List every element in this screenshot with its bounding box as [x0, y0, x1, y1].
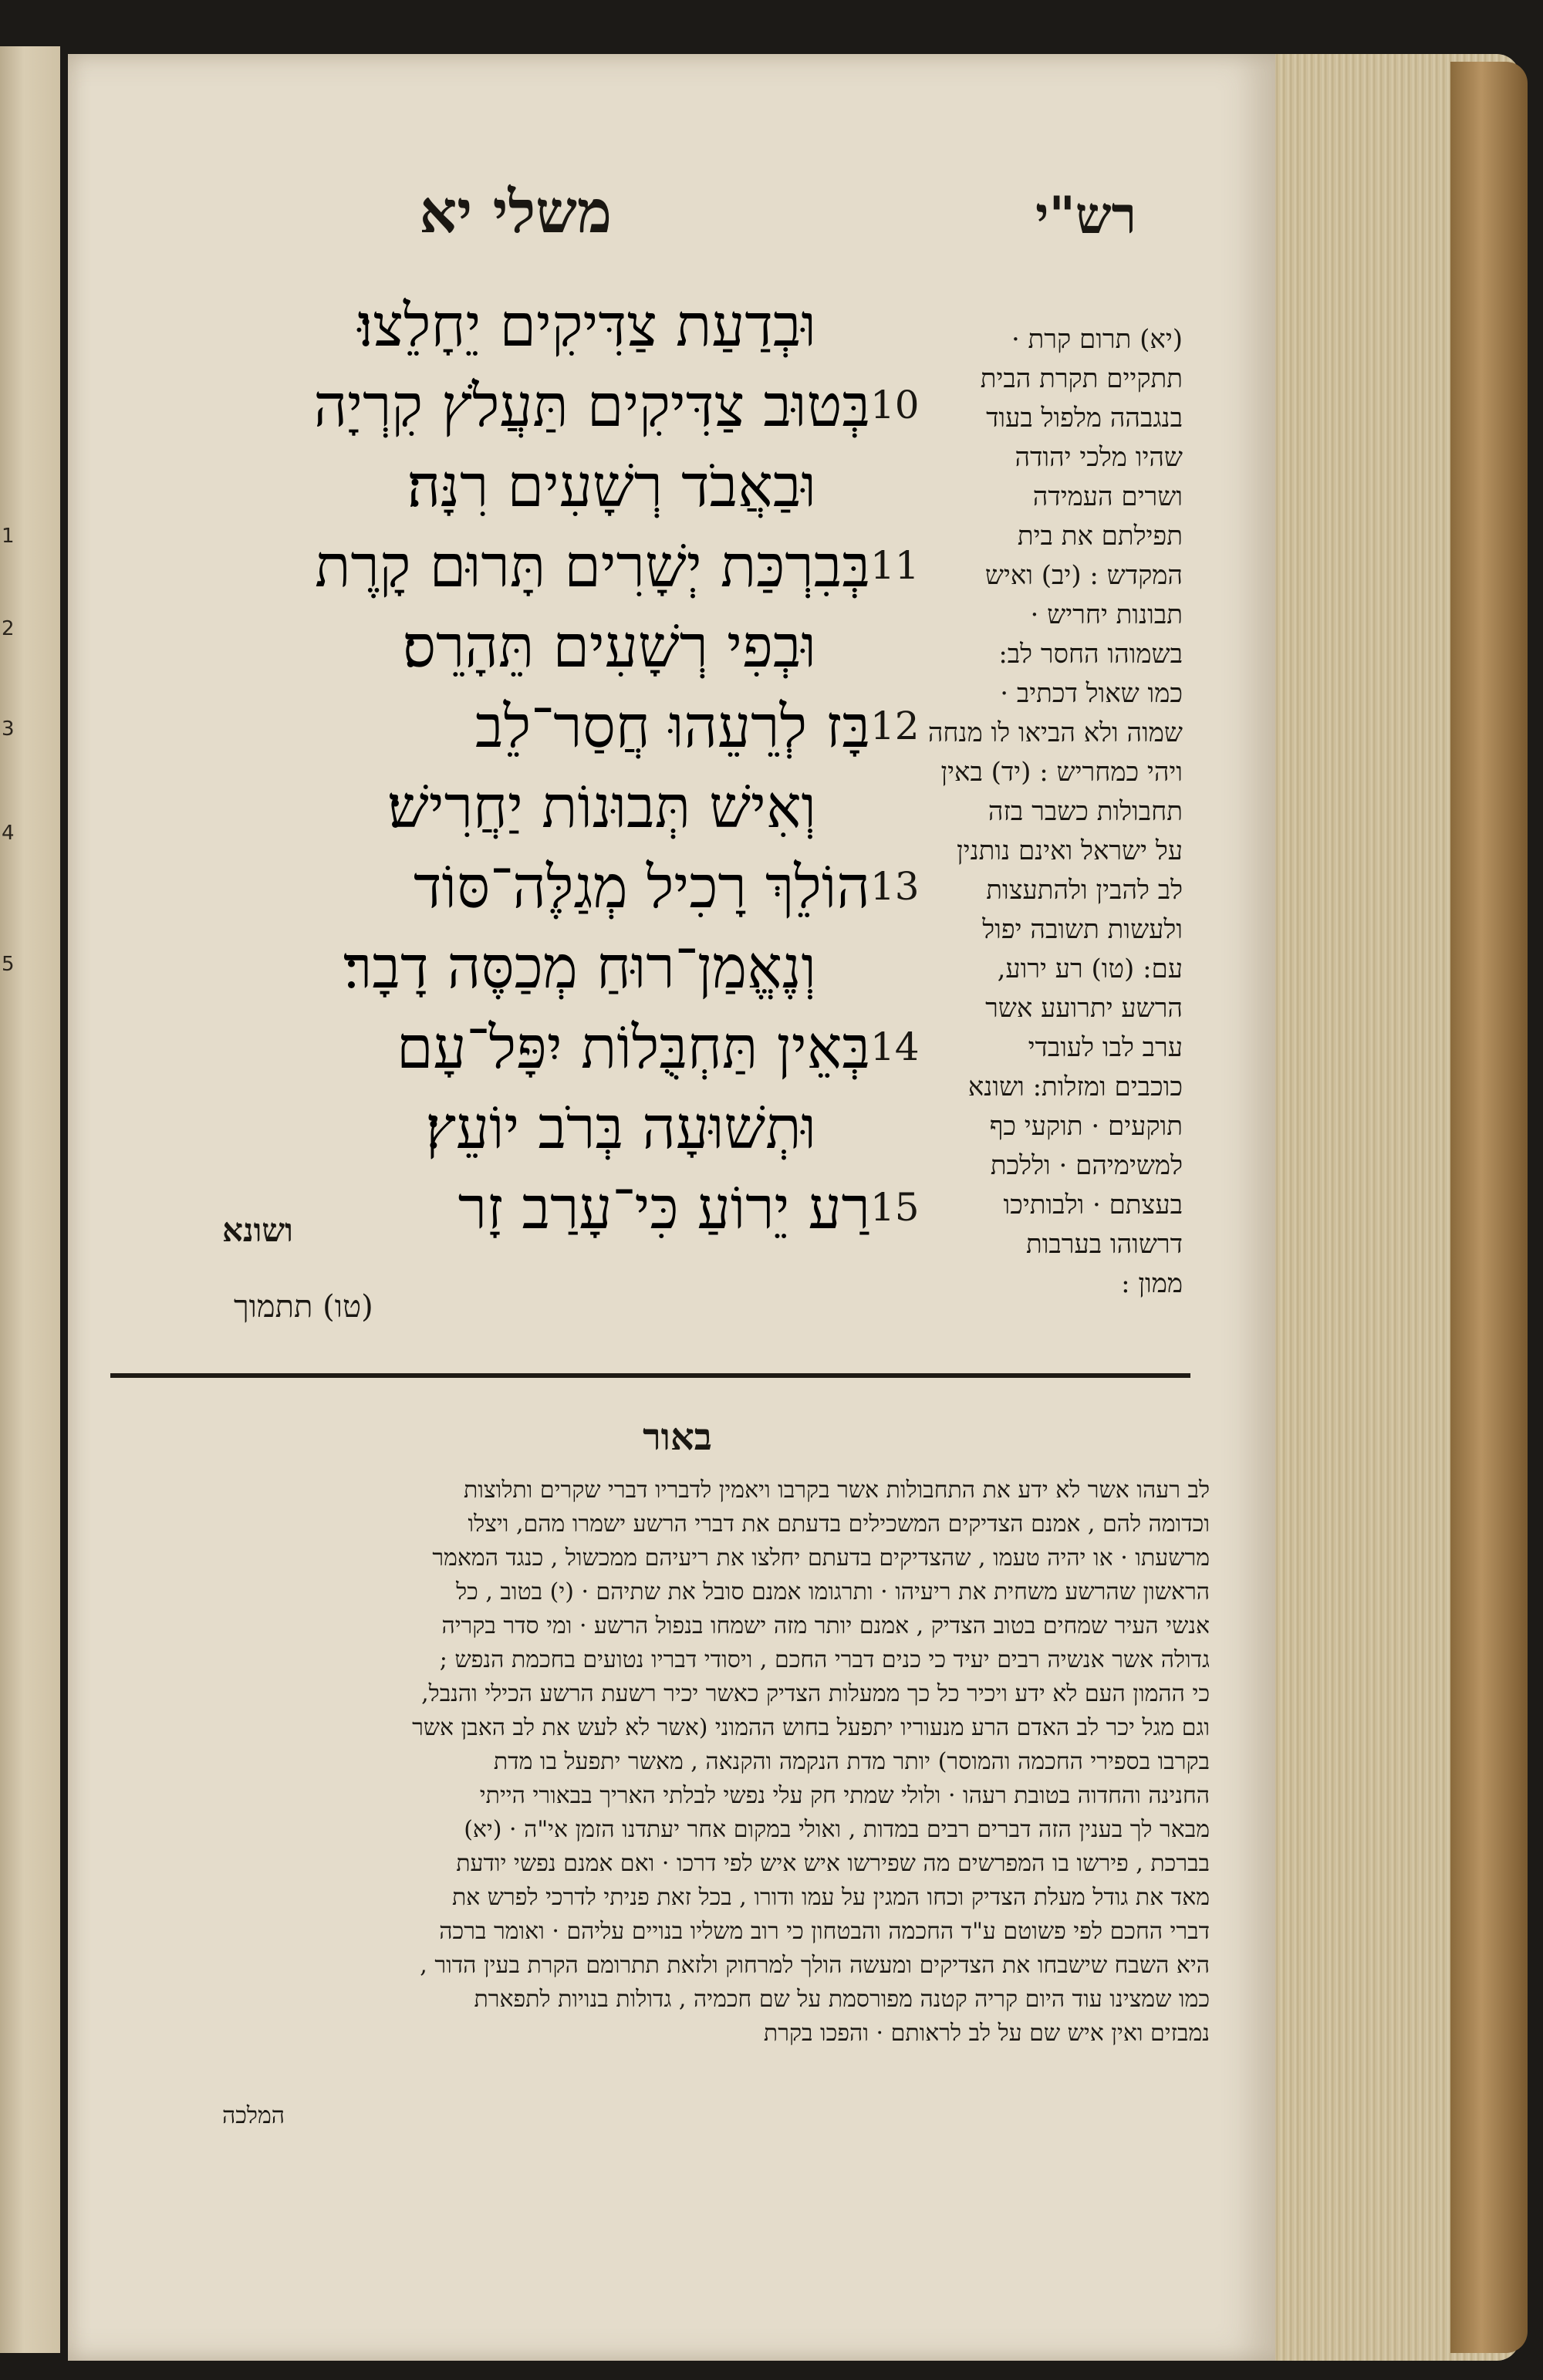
verse-line: וּתְשׁוּעָה בְּרֹב יוֹעֵץ׃ — [425, 1093, 816, 1162]
rashi-line: למשימיהם · וללכת — [990, 1150, 1183, 1181]
rashi-line: המקדש : (יב) ואיש — [984, 560, 1183, 591]
biur-line: בברכת , פירשו בו המפרשים מה שפירשו איש איש לפי דרכו · ואם אמנם נפשי יודעת — [456, 1850, 1210, 1877]
biur-line: בקרבו בספירי החכמה והמוסר) יותר מדת הנקמה והקנאה , מאשר יתפעל בו מדת — [493, 1748, 1210, 1775]
rashi-line: שהיו מלכי יהודה — [1015, 442, 1183, 473]
rashi-line: תוקעים · תוקעי כף — [989, 1111, 1183, 1142]
verse-number: 12 — [870, 704, 920, 748]
page-title: משלי יא — [419, 177, 612, 246]
rashi-line: כמו שאול דכתיב · — [1000, 678, 1183, 709]
book-page — [68, 54, 1275, 2361]
verse-line: בָּז לְרֵעֵהוּ חֲסַר־לֵב — [475, 692, 870, 761]
biur-line: וגם מגל יכר לב האדם הרע מנעוריו יתפעל בחוש ההמוני (אשר לא לעש את לב האבן אשר — [412, 1714, 1210, 1741]
rashi-line: דרשוהו בערבות — [1025, 1229, 1183, 1260]
biur-line: נמבזים ואין איש שם על לב לראותם · והפכו בקרת — [763, 2020, 1210, 2047]
biur-line: כי ההמון העם לא ידע ויכיר כל כך ממעלות הצדיק כאשר יכיר רשעת הרשע הכילי והנבל, — [421, 1680, 1210, 1707]
rashi-line: ממון : — [1121, 1268, 1183, 1299]
rashi-line: תפילתם את בית — [1017, 521, 1183, 552]
margin-number: 3 — [2, 717, 15, 741]
biur-line: מבאר לך בענין הזה דברים רבים במדות , ואולי במקום אחר יעתדנו הזמן אי"ה · (יא) — [464, 1816, 1210, 1843]
verse-number: 14 — [870, 1025, 920, 1069]
verse-line: וּבַאֲבֹד רְשָׁעִים רִנָּה׃ — [407, 451, 816, 520]
margin-number: 5 — [2, 953, 15, 976]
rashi-line: בשמוהו החסר לב: — [998, 639, 1183, 670]
verse-number: 10 — [870, 383, 920, 427]
rashi-catchword: (טו) תתמוך — [234, 1289, 373, 1325]
verse-number: 11 — [870, 543, 920, 588]
margin-number: 2 — [2, 617, 15, 640]
biur-catchword: המלכה — [222, 2102, 285, 2129]
biur-line: החנינה והחדוה בטובת רעהו · ולולי שמתי חק עלי נפשי לבלתי האריך בבאורי הייתי — [479, 1782, 1210, 1809]
biur-line: מאד את גודל מעלת הצדיק וכחו המגין על עמו ודורו , בכל זאת פניתי לדרכי לפרש את — [451, 1884, 1210, 1911]
rashi-line: ויהי כמחריש : (יד) באין — [940, 757, 1183, 788]
verse-line: בְּטוּב צַדִּיקִים תַּעֲלֹץ קִרְיָה — [313, 371, 870, 440]
rashi-line: בנגבהה מלפול בעוד — [986, 403, 1183, 434]
rashi-line: (יא) תרום קרת · — [1011, 324, 1183, 355]
verse-line: וּבְפִי רְשָׁעִים תֵּהָרֵס׃ — [402, 612, 816, 680]
verse-line: הוֹלֵךְ רָכִיל מְגַלֶּה־סּוֹד — [413, 852, 870, 921]
biur-line: כמו שמצינו עוד היום קריה קטנה מפורסמת על שם חכמיה , גדולות בנויות לתפארת — [474, 1986, 1210, 2013]
verse-number: 15 — [870, 1185, 920, 1230]
rashi-line: לב להבין ולהתעצות — [986, 875, 1183, 906]
rashi-line: כוכבים ומזלות: ושונא — [967, 1072, 1183, 1102]
biur-line: דברי החכם לפי פשוטם ע"ד החכמה והבטחון כי רוב משליו בנויים עליהם · ואומר ברכה — [439, 1918, 1210, 1945]
biur-line: הראשון שהרשע משחית את ריעיהו · ותרגומו אמנם סובל את שתיהם · (י) בטוב , כל — [456, 1578, 1210, 1605]
rashi-line: ערב לבו לעובדי — [1028, 1032, 1183, 1063]
biur-line: גדולה אשר אנשיה רבים יעיד כי כנים דברי החכם , ויסודי דבריו נטועים בחכמת הנפש ; — [439, 1646, 1210, 1673]
verse-line: בְּאֵין תַּחְבֻּלוֹת יִפָּל־עָם — [397, 1013, 870, 1082]
rashi-line: תבונות יחריש · — [1030, 599, 1183, 630]
verse-line: וְנֶאֱמַן־רוּחַ מְכַסֶּה דָבָר׃ — [343, 933, 816, 1001]
verse-column — [184, 285, 870, 1248]
margin-number: 1 — [2, 525, 15, 548]
rashi-line: שמוה ולא הביאו לו מנחה — [927, 717, 1183, 748]
rashi-line: בעצתם · ולבותיכו — [1003, 1190, 1183, 1220]
biur-heading: באור — [643, 1416, 712, 1459]
biur-line: אנשי העיר שמחים בטוב הצדיק , אמנם יותר מזה ישמחו בנפול הרשע · ומי סדר בקריה — [441, 1612, 1210, 1639]
verse-line: וְאִישׁ תְּבוּנוֹת יַחֲרִישׁ׃ — [387, 772, 816, 841]
biur-line: מרשעתו · או יהיה טעמו , שהצדיקים בדעתם יחלצו את ריעיהם ממכשול , כנגד המאמר — [432, 1544, 1210, 1571]
biur-line: לב רעהו אשר לא ידע את התחבולות אשר בקרבו ויאמין לדבריו דברי שקרים ותלוצות — [463, 1477, 1210, 1504]
biur-line: וכדומה להם , אמנם הצדיקים המשכילים בדעתם את דברי הרשע ישמרו מהם, ויצלו — [468, 1511, 1210, 1538]
verse-number: 13 — [870, 864, 920, 909]
biur-line: היא השבח שישבחו את הצדיקים ומעשה הולך למרחוק ולזאת תתרומם הקרת בעין הדור , — [420, 1952, 1210, 1979]
rashi-line: תתקיים תקרת הבית — [980, 363, 1183, 394]
rashi-line: ולעשות תשובה יפול — [982, 914, 1183, 945]
rashi-line: הרשע יתרועע אשר — [985, 993, 1183, 1024]
catchword: ושונא — [222, 1211, 293, 1249]
margin-number: 4 — [2, 822, 15, 845]
rashi-commentary — [924, 320, 1183, 1304]
divider-rule — [110, 1373, 1190, 1378]
previous-page-edge — [0, 46, 60, 2353]
rashi-line: ושרים העמידה — [1032, 481, 1183, 512]
rashi-line: עם: (טו) רע ירוע, — [997, 954, 1183, 984]
rashi-line: תחבולות כשבר בזה — [988, 796, 1183, 827]
verse-line: רַע יֵרוֹעַ כִּי־עָרַב זָר — [457, 1173, 870, 1242]
verse-line: בְּבִרְכַּת יְשָׁרִים תָּרוּם קָרֶת — [315, 532, 870, 600]
rashi-line: על ישראל ואינם נותנין — [957, 836, 1183, 866]
biur-commentary — [99, 1474, 1210, 2051]
rashi-heading: רש"י — [1035, 185, 1136, 245]
verse-line: וּבְדַעַת צַדִּיקִים יֵחָלֵצוּ׃ — [357, 291, 816, 360]
book-cover — [1450, 62, 1528, 2353]
